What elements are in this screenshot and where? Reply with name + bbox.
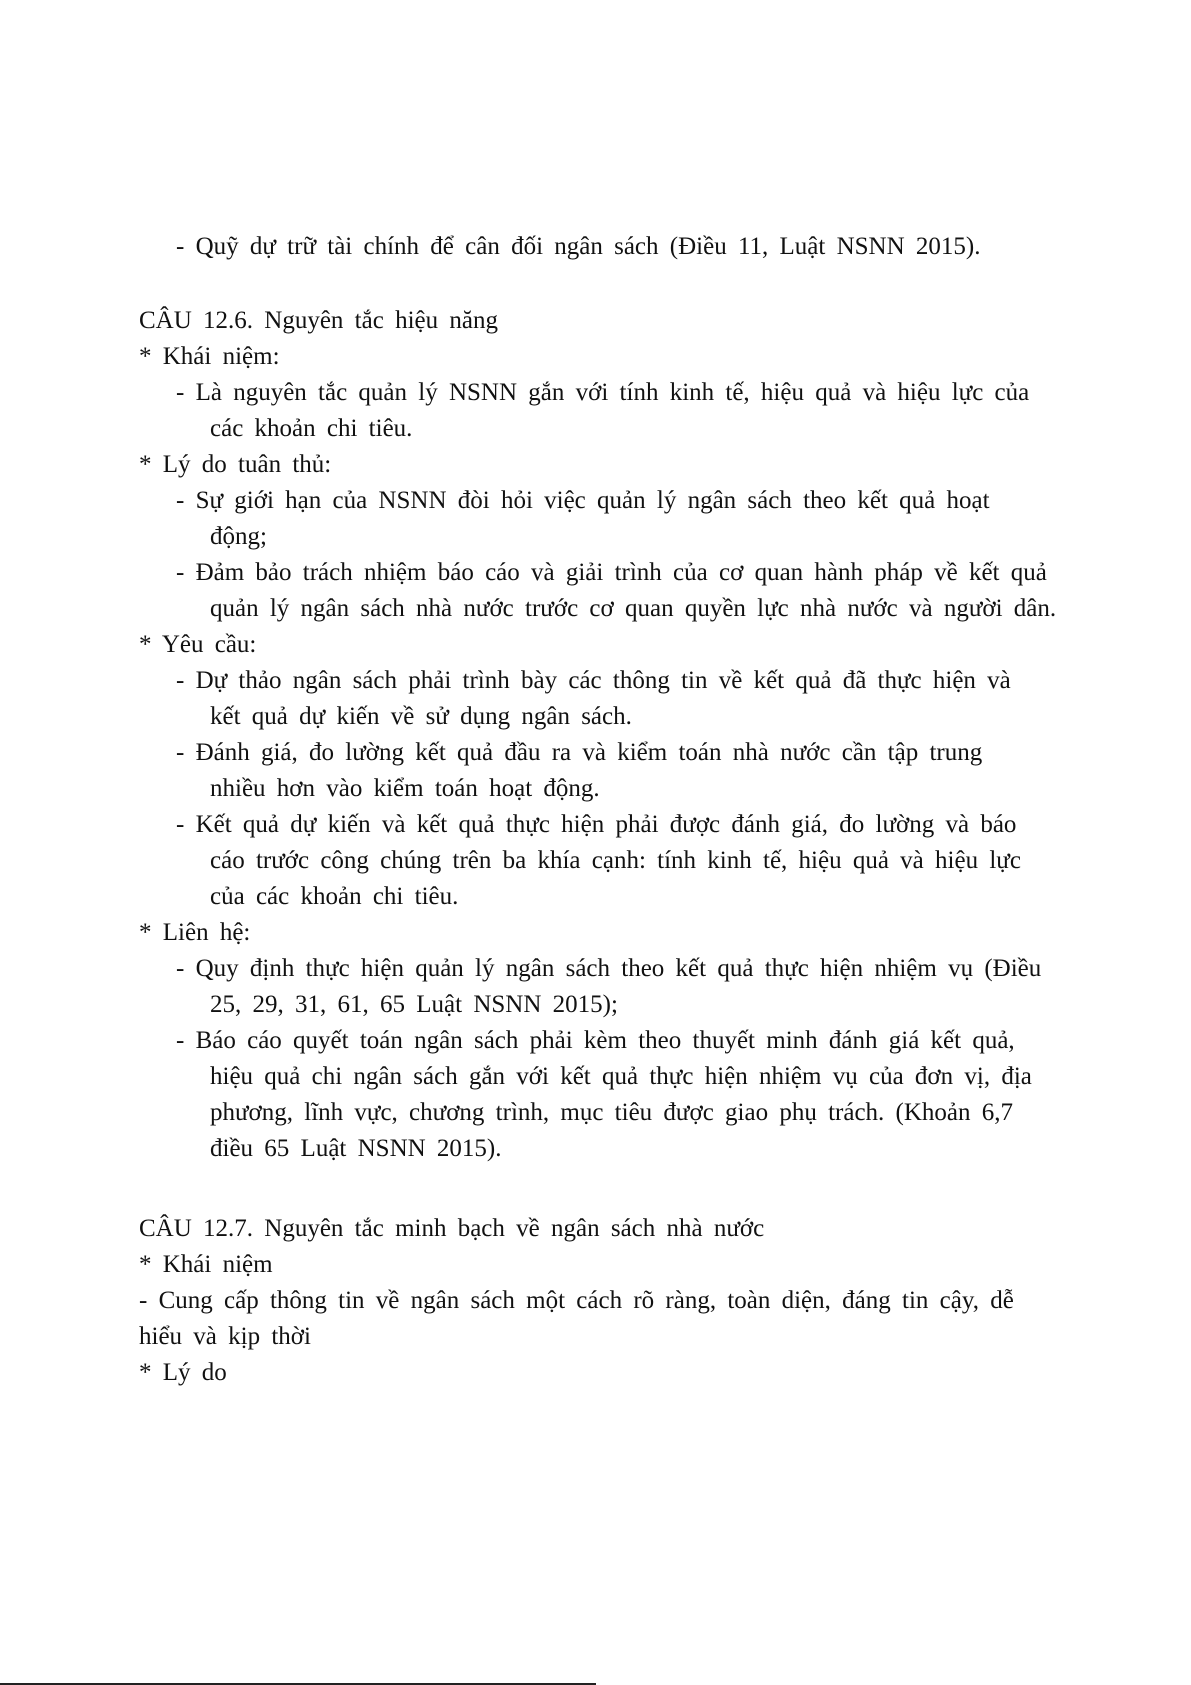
list-item-continuation: 25, 29, 31, 61, 65 Luật NSNN 2015); bbox=[210, 991, 618, 1018]
subheading-khai-niem: * Khái niệm bbox=[139, 1251, 273, 1278]
paragraph-line: - Cung cấp thông tin về ngân sách một cách rõ ràng, toàn diện, đáng tin cậy, dễ bbox=[139, 1287, 1014, 1314]
list-item-continuation: động; bbox=[210, 523, 267, 550]
paragraph-line: hiểu và kịp thời bbox=[139, 1323, 311, 1350]
list-item: - Là nguyên tắc quản lý NSNN gắn với tính kinh tế, hiệu quả và hiệu lực của bbox=[176, 379, 1030, 406]
list-item: - Quỹ dự trữ tài chính để cân đối ngân sách (Điều 11, Luật NSNN 2015). bbox=[176, 233, 981, 260]
section-heading-12-7: CÂU 12.7. Nguyên tắc minh bạch về ngân sách nhà nước bbox=[139, 1215, 765, 1242]
list-item-continuation: hiệu quả chi ngân sách gắn với kết quả thực hiện nhiệm vụ của đơn vị, địa bbox=[210, 1063, 1032, 1090]
list-item: - Dự thảo ngân sách phải trình bày các thông tin về kết quả đã thực hiện và bbox=[176, 667, 1011, 694]
subheading-lien-he: * Liên hệ: bbox=[139, 919, 251, 946]
subheading-yeu-cau: * Yêu cầu: bbox=[139, 631, 257, 658]
list-item: - Đánh giá, đo lường kết quả đầu ra và kiểm toán nhà nước cần tập trung bbox=[176, 739, 983, 766]
section-heading-12-6: CÂU 12.6. Nguyên tắc hiệu năng bbox=[139, 307, 498, 334]
list-item: - Sự giới hạn của NSNN đòi hỏi việc quản lý ngân sách theo kết quả hoạt bbox=[176, 487, 990, 514]
list-item: - Kết quả dự kiến và kết quả thực hiện phải được đánh giá, đo lường và báo bbox=[176, 811, 1017, 838]
list-item-continuation: các khoản chi tiêu. bbox=[210, 415, 413, 442]
list-item-continuation: kết quả dự kiến về sử dụng ngân sách. bbox=[210, 703, 632, 730]
subheading-ly-do: * Lý do bbox=[139, 1359, 227, 1386]
list-item: - Đảm bảo trách nhiệm báo cáo và giải trình của cơ quan hành pháp về kết quả bbox=[176, 559, 1047, 586]
subheading-khai-niem: * Khái niệm: bbox=[139, 343, 280, 370]
list-item-continuation: nhiều hơn vào kiểm toán hoạt động. bbox=[210, 775, 600, 802]
list-item: - Quy định thực hiện quản lý ngân sách theo kết quả thực hiện nhiệm vụ (Điều bbox=[176, 955, 1042, 982]
subheading-ly-do-tuan-thu: * Lý do tuân thủ: bbox=[139, 451, 332, 478]
list-item-continuation: của các khoản chi tiêu. bbox=[210, 883, 459, 910]
list-item-continuation: cáo trước công chúng trên ba khía cạnh: tính kinh tế, hiệu quả và hiệu lực bbox=[210, 847, 1021, 874]
list-item: - Báo cáo quyết toán ngân sách phải kèm theo thuyết minh đánh giá kết quả, bbox=[176, 1027, 1015, 1054]
list-item-continuation: quản lý ngân sách nhà nước trước cơ quan quyền lực nhà nước và người dân. bbox=[210, 595, 1057, 622]
list-item-continuation: điều 65 Luật NSNN 2015). bbox=[210, 1135, 502, 1162]
list-item-continuation: phương, lĩnh vực, chương trình, mục tiêu được giao phụ trách. (Khoản 6,7 bbox=[210, 1099, 1014, 1126]
